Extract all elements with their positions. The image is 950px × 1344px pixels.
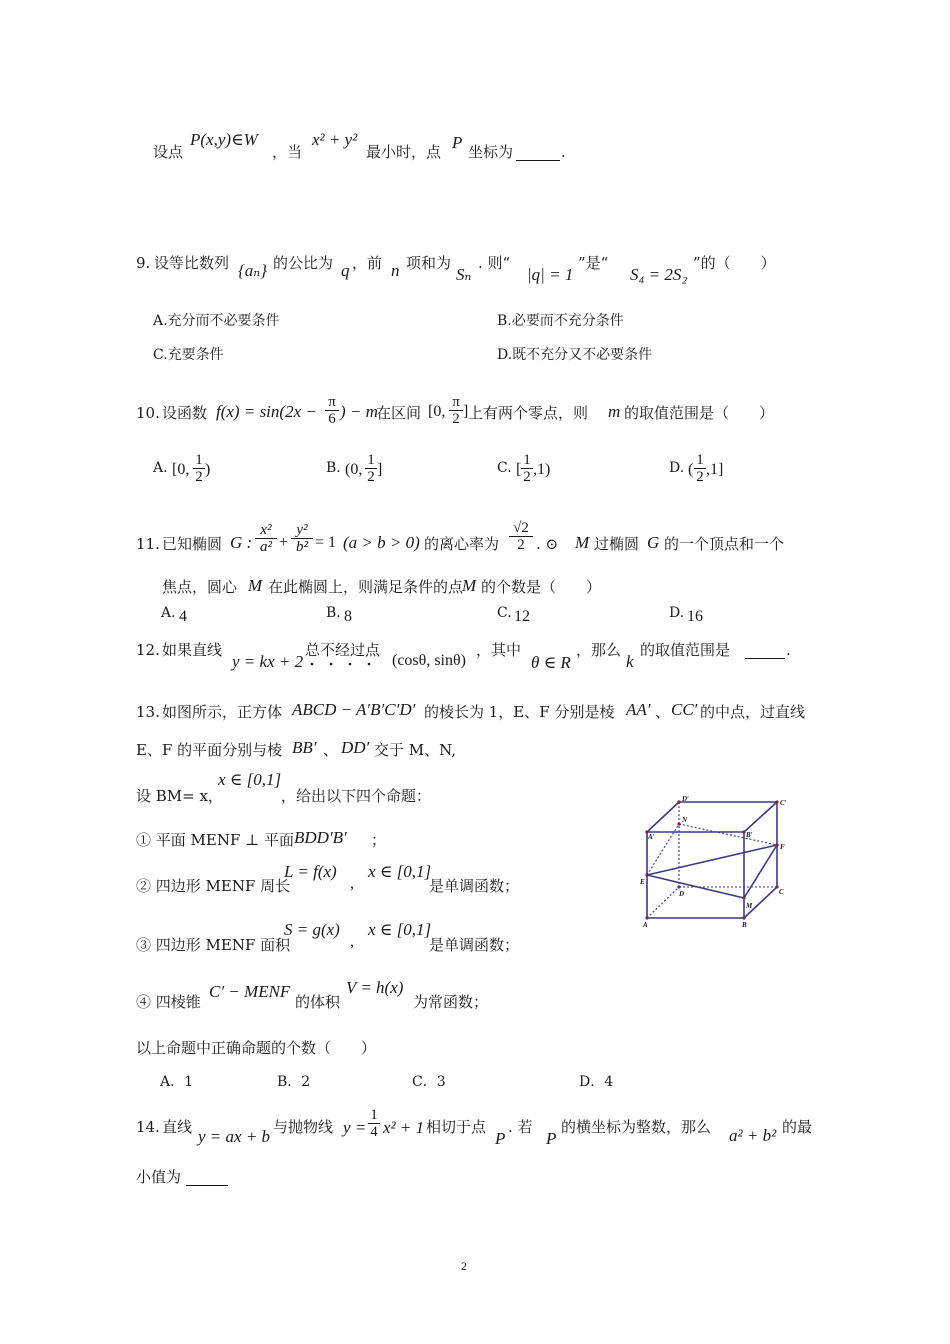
q12-line: y = kx + 2: [232, 652, 304, 671]
q9-text: 的公比为: [273, 254, 334, 272]
q10-interval: [0,: [428, 403, 446, 420]
q12-condition: θ ∈ R: [531, 653, 571, 672]
q9-text: . 则“: [478, 254, 511, 272]
label-b1: B′: [746, 831, 753, 839]
fraction-pi-6: $\frac{\pi}{6}$: [325, 394, 339, 427]
q14-text: . 若: [508, 1118, 533, 1136]
q9-text: ，前: [352, 254, 383, 272]
q12-text: 的取值范围是: [640, 641, 731, 659]
question-number: 11.: [136, 535, 160, 553]
q13-text: 如图所示，正方体: [162, 703, 283, 721]
question-number: 10.: [136, 404, 160, 422]
q9-condition-2: S₄ = 2S₂: [630, 265, 688, 284]
q9-text: ”是“: [578, 254, 609, 272]
option-a: A.充分而不必要条件: [153, 313, 280, 329]
label-b: B: [742, 921, 747, 929]
q9-sequence: {aₙ}: [238, 261, 267, 280]
q11-text: 焦点，圆心: [162, 578, 238, 596]
q11-text: 的个数是（ ）: [481, 578, 602, 596]
question-number: 13.: [136, 703, 160, 721]
q10-function-tail: ) − m: [340, 402, 378, 421]
fraction-eccentricity: $\frac{√2}{2}$: [509, 520, 533, 553]
option-d: D.既不充分又不必要条件: [497, 347, 653, 363]
q8-condition: P(x,y)∈W: [190, 130, 258, 149]
q8-text: 坐标为: [468, 143, 514, 161]
q10-interval: ]: [463, 403, 469, 420]
q9-text: ”的（ ）: [693, 254, 776, 272]
q13-text: E、F 的平面分别与棱: [136, 741, 283, 759]
q14-text: 直线: [162, 1118, 193, 1136]
fraction-x2-a2: $\frac{\text{x²}}{\text{a²}}$: [255, 522, 277, 555]
label-c: C: [779, 888, 784, 896]
q14-text: 与抛物线: [273, 1118, 334, 1136]
document-page: 设点 P(x,y)∈W ，当 x² + y² 最小时，点 P 坐标为 . 9. 设等比数列 {aₙ} 的公比为 q ，前 n 项和为 Sₙ . 则“ |q| = 1 ”是“ S₄ = 2S₂ ”的（ ） A.充分而不必要条件 B.必要而不充分条件 C.充要条件 D.既不充分又不必要条件 10. 设函数 f(x) = sin(2x − $\frac{\pi}{6}$ ) − m 在区间 [0, $\frac{\pi}{2}$ ] 上有两个零点，则 m 的取值范围是（ ） A. [0, $\frac{1}{2}$ ) B. (0, $\frac{1}{2}$ ] C. [ $\frac{1}{2}$ ,1) D. ( $\frac{1}{2}$ ,1] 11. 已知椭圆 G : $\frac{\text{x²}}{\text{a²}}$ + $\frac{\text{y²}}{\text{b²}}$ = 1 (a > b > 0) 的离心率为 $\frac{√2}{2}$ . ⊙ M 过椭圆 G 的一个顶点和一个 焦点，圆心 M 在此椭圆上，则满足条件的点 M 的个数是（ ） A. 4 B. 8 C. 12 D. 16 12. 如果直线 y = kx + 2 总不经过点 (cosθ, sinθ) ，其中 θ ∈ R ，那么 k 的取值范围是 . 13. 如图所示，正方体 ABCD − A′B′C′D′ 的棱长为 1，E、F 分别是棱 AA′ 、 CC′ 的中点，过直线 E、F 的平面分别与棱 BB′ 、 DD′ 交于 M、N, 设 BM= x， x ∈ [0,1] ，给出以下四个命题： ① 平面 MENF ⊥ 平面 BDD′B′ ； ② 四边形 MENF 周长 L = f(x) , x ∈ [0,1] 是单调函数； ③ 四边形 MENF 面积 S = g(x) , x ∈ [0,1] 是单调函数； ④ 四棱锥 C′ − MENF 的体积 V = h(x) 为常函数； 以上命题中正确命题的个数（ ） A．1 B．2 C．3 D．4 D′ C′ A′ B′ N F E D C M A B 14. 直线 y = ax + b 与抛物线 y = $\frac{1}{4}$ x² + 1 相切于点 P . 若 P 的横坐标为整数，那么 a² + b² 的最 小值为 2: [136, 130, 813, 1273]
q14-line: y = ax + b: [198, 1127, 271, 1146]
q10-text: 的取值范围是（ ）: [624, 404, 775, 422]
label-c1: C′: [780, 799, 787, 807]
q11-condition: (a > b > 0): [343, 533, 420, 552]
q14-expression: a² + b²: [729, 1126, 777, 1145]
q14-parabola: y =: [343, 1118, 367, 1137]
q10-text: 设函数: [162, 404, 208, 422]
q9-condition-1: |q| = 1: [527, 265, 574, 284]
label-f: F: [780, 843, 785, 851]
proposition-1: ① 平面 MENF ⊥ 平面: [136, 831, 295, 849]
q14-text: 的横坐标为整数，那么: [561, 1118, 712, 1136]
q11-text: 已知椭圆: [162, 535, 223, 553]
label-d: D: [679, 890, 685, 898]
option-b: B．2: [277, 1074, 311, 1090]
proposition-2: ② 四边形 MENF 周长: [136, 877, 291, 895]
fraction: $\frac{1}{2}$: [365, 452, 377, 485]
q13-text: 的中点，过直线: [700, 703, 806, 721]
q12-text: ，其中: [476, 641, 522, 659]
proposition-3: ③ 四边形 MENF 面积: [136, 936, 291, 954]
q9-n: n: [391, 261, 400, 280]
fraction: $\frac{1}{2}$: [694, 452, 706, 485]
cube-figure: [630, 790, 800, 940]
label-m: M: [746, 902, 753, 910]
q8-text: ，当: [272, 143, 303, 161]
q12-point: (cosθ, sinθ): [392, 652, 466, 669]
q13-text: 设 BM= x，: [136, 787, 223, 805]
q8-var: P: [452, 133, 463, 152]
label-a1: A′: [648, 833, 655, 841]
q12-end: .: [786, 641, 791, 659]
fraction-y2-b2: $\frac{\text{y²}}{\text{b²}}$: [291, 522, 313, 555]
emphasis-dots: [305, 660, 385, 668]
option-b: B.必要而不充分条件: [497, 313, 624, 329]
label-a: A: [643, 921, 648, 929]
fraction-1-4: $\frac{1}{4}$: [368, 1107, 380, 1140]
q11-text: 在此椭圆上，则满足条件的点: [268, 578, 464, 596]
proposition-4: ④ 四棱锥: [136, 993, 201, 1011]
q13-cube: ABCD − A′B′C′D′: [292, 700, 416, 719]
q9-text: 设等比数列: [154, 254, 230, 272]
q10-text: 上有两个零点，则: [468, 404, 589, 422]
question-number: 9.: [136, 254, 151, 272]
q13-ask: 以上命题中正确命题的个数（ ）: [136, 1039, 377, 1057]
label-e: E: [640, 878, 645, 886]
q14-text: 的最: [782, 1118, 813, 1136]
q11-text: . ⊙: [536, 535, 559, 553]
option-c: C．3: [412, 1074, 446, 1090]
q11-text: 的离心率为: [424, 535, 500, 553]
q8-expression: x² + y²: [312, 130, 358, 149]
q14-parabola: x² + 1: [383, 1118, 425, 1137]
label-d1: D′: [682, 795, 690, 803]
q13-text: ，给出以下四个命题：: [281, 787, 432, 805]
q11-text: 的一个顶点和一个: [664, 535, 785, 553]
q10-function: f(x) = sin(2x −: [216, 402, 317, 421]
q10-m: m: [608, 402, 621, 421]
answer-blank: [516, 142, 560, 161]
fraction-pi-2: $\frac{\pi}{2}$: [449, 394, 463, 427]
q8-end: .: [561, 143, 566, 161]
q13-text: 交于 M、N,: [374, 741, 457, 759]
q9-q: q: [341, 261, 350, 280]
fraction: $\frac{1}{2}$: [521, 452, 533, 485]
q11-M: M: [575, 533, 590, 552]
page-number: 2: [461, 1259, 467, 1273]
q8-text: 最小时，点: [366, 143, 442, 161]
q11-g: G :: [230, 533, 253, 552]
option-c: C.充要条件: [153, 347, 224, 363]
fraction: $\frac{1}{2}$: [193, 452, 205, 485]
option-a: A．1: [160, 1074, 194, 1090]
q8-lead: 设点: [153, 143, 184, 161]
q9-text: 项和为: [406, 254, 452, 272]
q12-k: k: [626, 652, 634, 671]
q12-text: 如果直线: [162, 641, 223, 659]
q14-text: 相切于点: [426, 1118, 487, 1136]
label-n: N: [682, 816, 688, 824]
answer-blank: [186, 1167, 228, 1186]
q9-sn: Sₙ: [456, 265, 472, 284]
answer-blank: [745, 640, 785, 659]
q10-text: 在区间: [376, 404, 422, 422]
q11-text: 过椭圆: [594, 535, 640, 553]
q13-text: 的棱长为 1，E、F 分别是棱: [424, 703, 615, 721]
q11-G: G: [647, 533, 660, 552]
option-d: D．4: [579, 1074, 614, 1090]
question-number: 12.: [136, 641, 160, 659]
question-number: 14.: [136, 1118, 160, 1136]
q14-text: 小值为: [136, 1168, 182, 1186]
q12-text-emphasis: 总不经过点: [305, 641, 381, 659]
q12-text: ，那么: [576, 641, 622, 659]
